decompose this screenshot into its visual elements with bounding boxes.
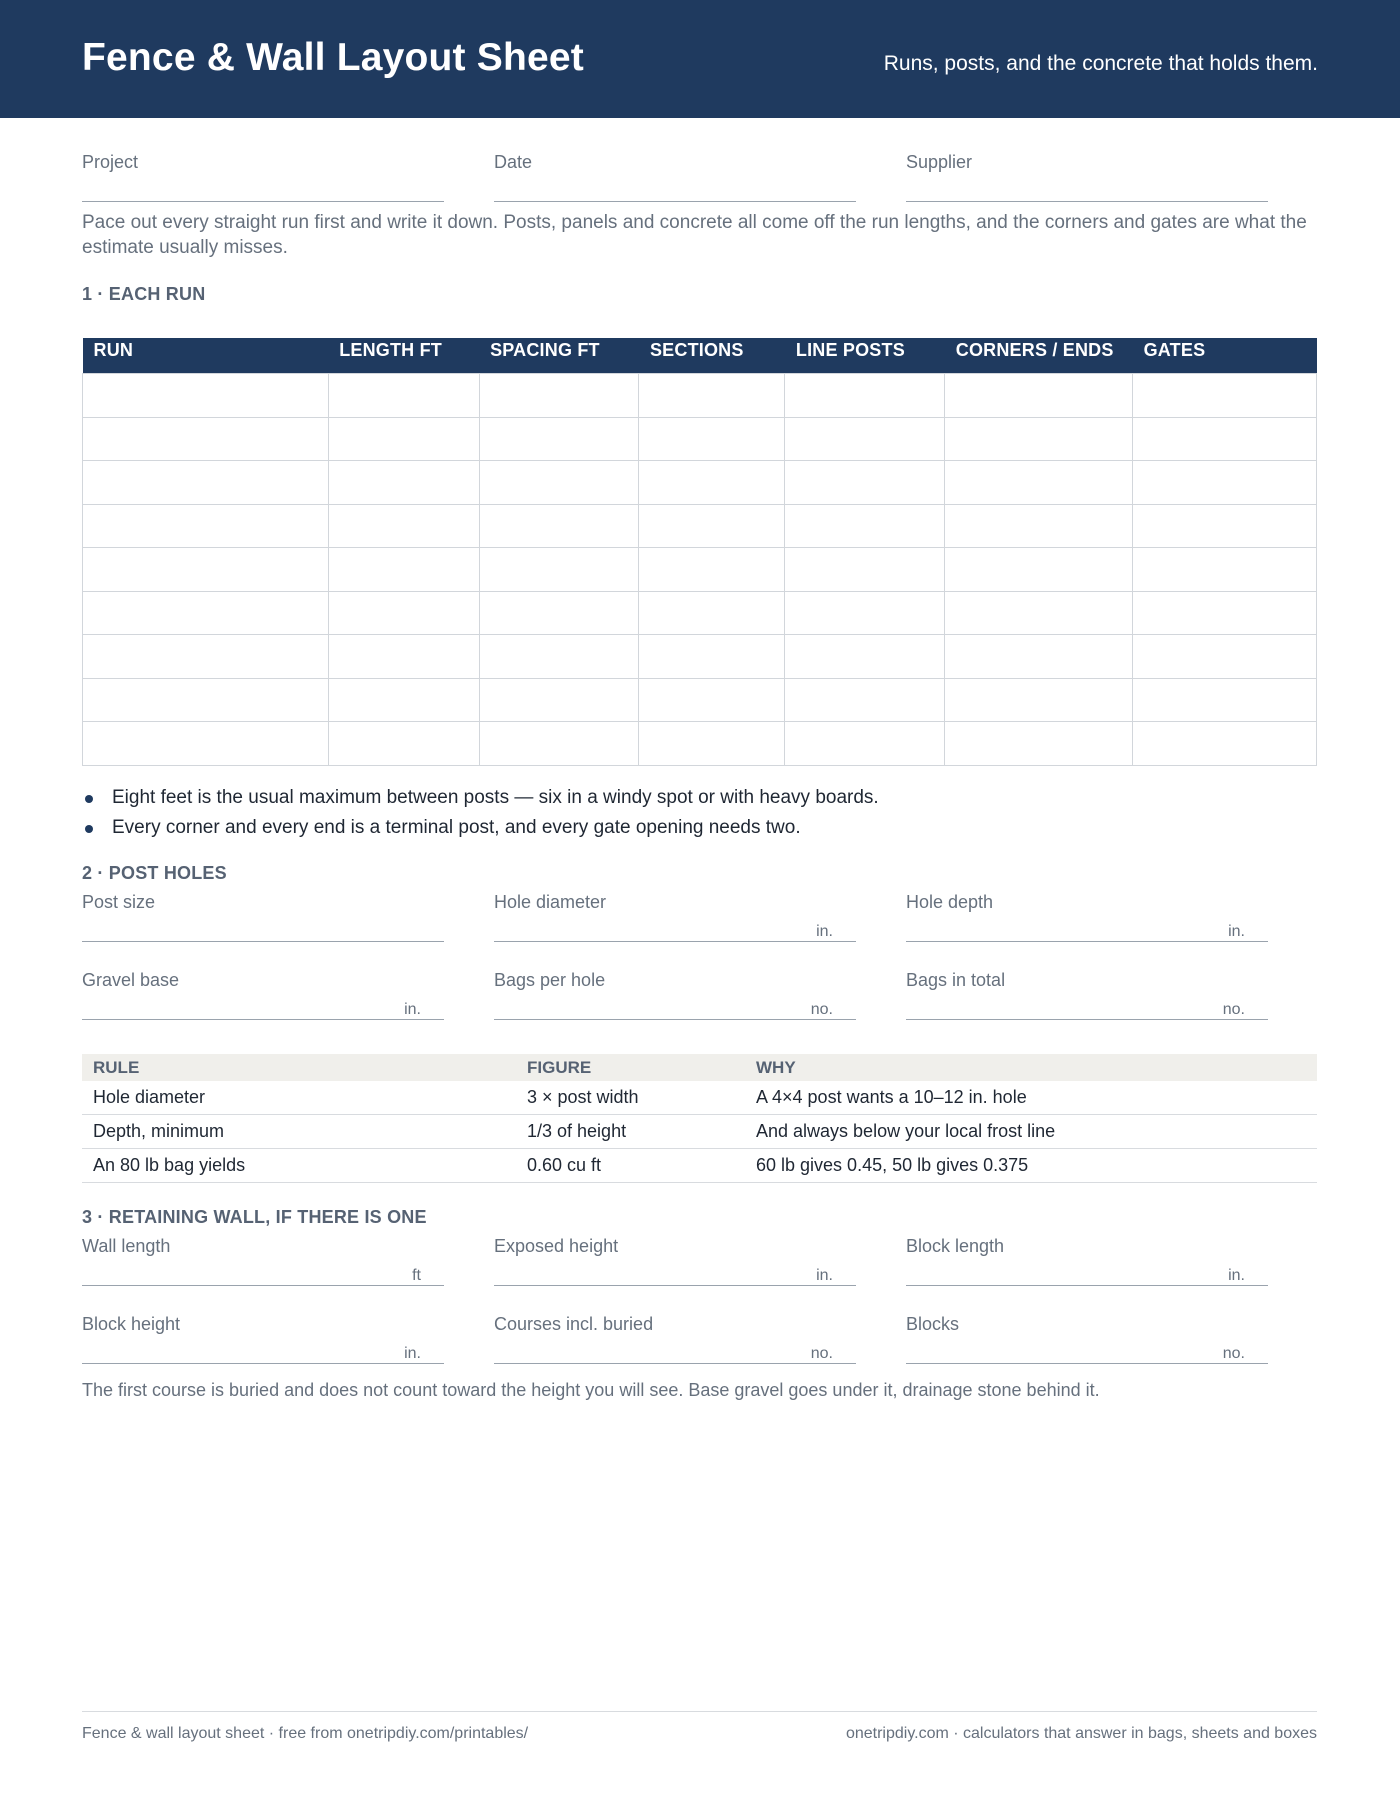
run-entry-cell[interactable] [1133,635,1317,679]
field-unit: in. [404,1345,421,1362]
field-unit: no. [1222,1001,1245,1018]
post-size-field[interactable] [82,858,444,936]
column-header: WHY [745,1054,1317,1081]
footer-left: Fence & wall layout sheet · free from onetripdiy.com/printables/ [82,1725,529,1742]
run-entry-cell[interactable] [328,678,479,722]
page-footer [82,1711,1317,1742]
run-entry-cell[interactable] [328,722,479,766]
run-entry-cell[interactable] [639,678,785,722]
field-unit: no. [1222,1345,1245,1362]
run-entry-cell[interactable] [639,548,785,592]
run-entry-cell[interactable] [83,678,329,722]
meta-fields [82,118,1317,196]
field-underline [82,201,444,202]
run-entry-cell[interactable] [945,417,1133,461]
section-heading-post-holes: 2 · POST HOLES [82,863,227,883]
block-length-field[interactable] [906,1202,1268,1284]
run-entry-cell[interactable] [479,374,639,418]
field-label: Bags per hole [494,970,606,990]
field-label: Blocks [906,1314,960,1334]
run-entry-cell[interactable] [785,461,945,505]
run-entry-cell[interactable] [328,548,479,592]
field-underline [494,1363,856,1364]
run-entry-cell[interactable] [945,591,1133,635]
page-tagline: Runs, posts, and the concrete that holds them. [883,52,1318,75]
tip-text: Eight feet is the usual maximum between posts — six in a windy spot or with heavy boards. [112,787,879,808]
block-height-field[interactable] [82,1280,444,1362]
table-row [83,417,1317,461]
runs-header-row [83,338,1317,374]
field-label: Project [82,152,139,172]
field-unit: in. [404,1001,421,1018]
run-entry-cell[interactable] [83,722,329,766]
bullet-icon [85,825,93,833]
bags-per-hole-field[interactable] [494,936,856,1018]
section-heading-retaining-wall: 3 · RETAINING WALL, IF THERE IS ONE [82,1207,427,1227]
rules-header-row [82,1054,1317,1081]
run-entry-cell[interactable] [479,591,639,635]
run-entry-cell[interactable] [479,417,639,461]
field-label: Block length [906,1236,1005,1256]
field-label: Date [494,152,533,172]
blocks-field[interactable] [906,1280,1268,1362]
run-entry-cell[interactable] [1133,548,1317,592]
table-row [83,461,1317,505]
column-header: LINE POSTS [785,338,945,374]
run-entry-cell[interactable] [479,722,639,766]
field-underline [494,201,856,202]
run-entry-cell[interactable] [785,635,945,679]
rule-cell: Hole diameter [82,1081,516,1115]
header-banner [0,0,1400,118]
run-entry-cell[interactable] [785,504,945,548]
supplier-field[interactable] [906,118,1268,196]
run-entry-cell[interactable] [83,461,329,505]
run-entry-cell[interactable] [639,504,785,548]
column-header: CORNERS / ENDS [945,338,1133,374]
table-row [83,678,1317,722]
run-entry-cell[interactable] [479,504,639,548]
wall-fields-row1 [82,1202,1317,1282]
run-entry-cell[interactable] [328,417,479,461]
field-underline [906,1363,1268,1364]
table-row [82,1081,1317,1115]
run-entry-cell[interactable] [1133,591,1317,635]
gravel-base-field[interactable] [82,936,444,1018]
run-entry-cell[interactable] [328,591,479,635]
table-row [83,722,1317,766]
field-unit: no. [810,1001,833,1018]
run-entry-cell[interactable] [945,722,1133,766]
field-label: Exposed height [494,1236,619,1256]
run-entry-cell[interactable] [479,678,639,722]
field-underline [82,1363,444,1364]
run-entry-cell[interactable] [328,374,479,418]
field-label: Gravel base [82,970,180,990]
field-label: Bags in total [906,970,1006,990]
column-header: FIGURE [516,1054,745,1081]
field-unit: in. [1228,923,1245,940]
why-cell: A 4×4 post wants a 10–12 in. hole [745,1081,1317,1115]
intro-text: Pace out every straight run first and write it down. Posts, panels and concrete all come off the run lengths, and the corners and gates are what the estimate usually misses. [82,212,1307,258]
hole-diameter-field[interactable] [494,858,856,940]
field-unit: in. [816,1267,833,1284]
run-entry-cell[interactable] [945,635,1133,679]
run-entry-cell[interactable] [785,374,945,418]
rules-table [82,1054,1317,1183]
list-item [82,786,1317,816]
table-row [83,548,1317,592]
run-entry-cell[interactable] [479,461,639,505]
run-entry-cell[interactable] [639,591,785,635]
field-unit: ft [412,1267,421,1284]
run-entry-cell[interactable] [83,635,329,679]
field-underline [82,1019,444,1020]
column-header: RUN [83,338,329,374]
run-entry-cell[interactable] [945,678,1133,722]
post-hole-fields-row1 [82,858,1317,938]
list-item [82,816,1317,846]
run-entry-cell[interactable] [785,722,945,766]
run-entry-cell[interactable] [785,548,945,592]
spacing-tips [82,786,1317,846]
field-label: Hole diameter [494,892,607,912]
run-entry-cell[interactable] [945,548,1133,592]
hole-depth-field[interactable] [906,858,1268,940]
run-entry-cell[interactable] [945,504,1133,548]
run-entry-cell[interactable] [328,461,479,505]
field-unit: in. [816,923,833,940]
run-entry-cell[interactable] [639,417,785,461]
wall-fields-row2 [82,1280,1317,1360]
why-cell: 60 lb gives 0.45, 50 lb gives 0.375 [745,1149,1317,1183]
run-entry-cell[interactable] [1133,504,1317,548]
page-title: Fence & Wall Layout Sheet [82,36,584,79]
rule-cell: An 80 lb bag yields [82,1149,516,1183]
run-entry-cell[interactable] [1133,461,1317,505]
run-entry-cell[interactable] [785,417,945,461]
wall-note: The first course is buried and does not count toward the height you will see. Base gravel goes under it, drainage stone behind it. [82,1380,1100,1400]
run-entry-cell[interactable] [83,548,329,592]
runs-body [83,374,1317,766]
run-entry-cell[interactable] [83,504,329,548]
field-unit: in. [1228,1267,1245,1284]
run-entry-cell[interactable] [479,548,639,592]
courses-field[interactable] [494,1280,856,1362]
column-header: LENGTH FT [328,338,479,374]
bullet-icon [85,795,93,803]
run-entry-cell[interactable] [328,504,479,548]
table-row [83,504,1317,548]
field-label: Courses incl. buried [494,1314,654,1334]
field-unit: no. [810,1345,833,1362]
field-label: Supplier [906,152,973,172]
figure-cell: 0.60 cu ft [516,1149,745,1183]
run-entry-cell[interactable] [785,591,945,635]
date-field[interactable] [494,118,856,196]
field-underline [494,1019,856,1020]
column-header: SECTIONS [639,338,785,374]
wall-length-field[interactable] [82,1202,444,1284]
run-entry-cell[interactable] [83,591,329,635]
field-label: Block height [82,1314,181,1334]
field-label: Wall length [82,1236,171,1256]
table-row [83,591,1317,635]
run-entry-cell[interactable] [945,374,1133,418]
project-field[interactable] [82,118,444,196]
field-underline [906,201,1268,202]
run-entry-cell[interactable] [1133,417,1317,461]
table-row [83,374,1317,418]
table-row [83,635,1317,679]
tip-text: Every corner and every end is a terminal post, and every gate opening needs two. [112,817,801,838]
field-label: Post size [82,892,156,912]
table-row [82,1149,1317,1183]
column-header: SPACING FT [479,338,639,374]
run-entry-cell[interactable] [1133,722,1317,766]
section-heading-runs: 1 · EACH RUN [82,284,206,304]
figure-cell: 3 × post width [516,1081,745,1115]
run-entry-cell[interactable] [479,635,639,679]
table-row [82,1115,1317,1149]
runs-table [82,338,1317,766]
column-header: GATES [1133,338,1317,374]
column-header: RULE [82,1054,516,1081]
why-cell: And always below your local frost line [745,1115,1317,1149]
rule-cell: Depth, minimum [82,1115,516,1149]
run-entry-cell[interactable] [639,722,785,766]
bags-total-field[interactable] [906,936,1268,1018]
run-entry-cell[interactable] [1133,374,1317,418]
exposed-height-field[interactable] [494,1202,856,1284]
field-underline [906,1019,1268,1020]
run-entry-cell[interactable] [639,635,785,679]
run-entry-cell[interactable] [945,461,1133,505]
run-entry-cell[interactable] [328,635,479,679]
field-label: Hole depth [906,892,994,912]
run-entry-cell[interactable] [639,374,785,418]
figure-cell: 1/3 of height [516,1115,745,1149]
post-hole-fields-row2 [82,936,1317,1016]
run-entry-cell[interactable] [639,461,785,505]
run-entry-cell[interactable] [1133,678,1317,722]
run-entry-cell[interactable] [785,678,945,722]
run-entry-cell[interactable] [83,374,329,418]
run-entry-cell[interactable] [83,417,329,461]
footer-right: onetripdiy.com · calculators that answer in bags, sheets and boxes [845,1725,1317,1742]
